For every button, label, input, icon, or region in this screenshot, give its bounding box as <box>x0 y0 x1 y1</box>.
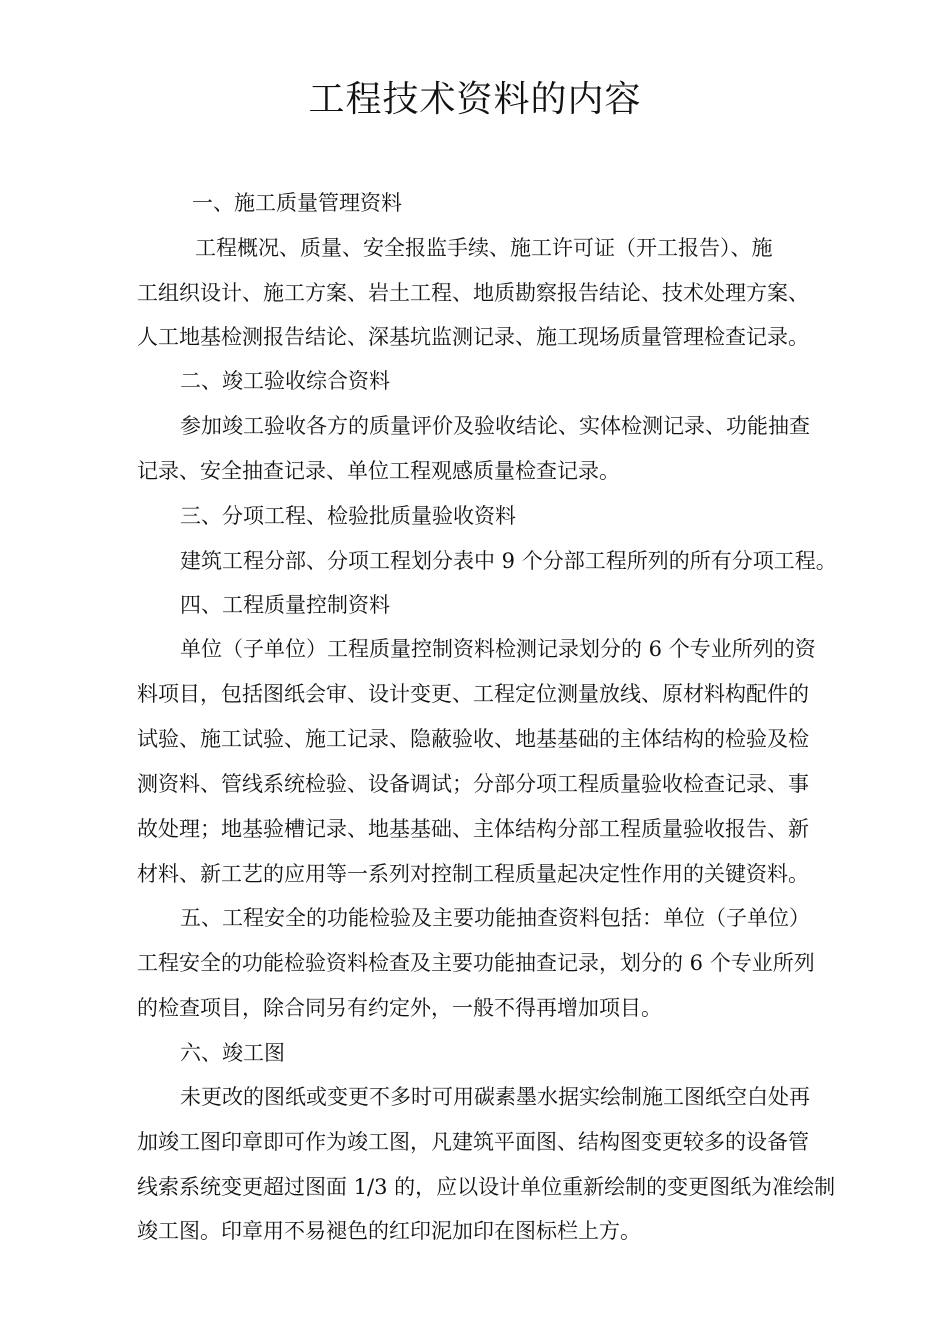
body-line: 五、工程安全的功能检验及主要功能抽查资料包括：单位（子单位） <box>180 906 810 930</box>
body-line: 测资料、管线系统检验、设备调试；分部分项工程质量验收检查记录、事 <box>137 772 809 796</box>
body-line: 建筑工程分部、分项工程划分表中 9 个分部工程所列的所有分项工程。 <box>180 549 837 573</box>
body-line: 工组织设计、施工方案、岩土工程、地质勘察报告结论、技术处理方案、 <box>137 281 809 305</box>
section-heading: 六、竣工图 <box>180 1041 285 1065</box>
body-line: 加竣工图印章即可作为竣工图，凡建筑平面图、结构图变更较多的设备管 <box>137 1130 809 1154</box>
body-line: 单位（子单位）工程质量控制资料检测记录划分的 6 个专业所列的资 <box>180 637 816 661</box>
body-line: 未更改的图纸或变更不多时可用碳素墨水据实绘制施工图纸空白处再 <box>180 1085 810 1109</box>
body-line: 人工地基检测报告结论、深基坑监测记录、施工现场质量管理检查记录。 <box>137 325 809 349</box>
body-line: 料项目，包括图纸会审、设计变更、工程定位测量放线、原材料构配件的 <box>137 682 809 706</box>
section-heading: 四、工程质量控制资料 <box>180 593 390 617</box>
section-heading: 一、施工质量管理资料 <box>192 191 402 215</box>
body-line: 竣工图。印章用不易褪色的红印泥加印在图标栏上方。 <box>137 1219 641 1243</box>
body-line: 试验、施工试验、施工记录、隐蔽验收、地基基础的主体结构的检验及检 <box>137 727 809 751</box>
body-line: 线索系统变更超过图面 1/3 的，应以设计单位重新绘制的变更图纸为准绘制 <box>137 1175 836 1199</box>
body-line: 参加竣工验收各方的质量评价及验收结论、实体检测记录、功能抽查 <box>180 414 810 438</box>
body-line: 工程概况、质量、安全报监手续、施工许可证（开工报告）、施 <box>195 236 773 260</box>
section-heading: 三、分项工程、检验批质量验收资料 <box>180 504 516 528</box>
body-line: 故处理；地基验槽记录、地基基础、主体结构分部工程质量验收报告、新 <box>137 817 809 841</box>
body-line: 记录、安全抽查记录、单位工程观感质量检查记录。 <box>137 459 620 483</box>
page-title: 工程技术资料的内容 <box>308 79 642 120</box>
body-line: 材料、新工艺的应用等一系列对控制工程质量起决定性作用的关键资料。 <box>137 862 809 886</box>
body-line: 的检查项目，除合同另有约定外，一般不得再增加项目。 <box>137 996 662 1020</box>
body-line: 工程安全的功能检验资料检查及主要功能抽查记录，划分的 6 个专业所列 <box>137 951 815 975</box>
section-heading: 二、竣工验收综合资料 <box>180 369 390 393</box>
